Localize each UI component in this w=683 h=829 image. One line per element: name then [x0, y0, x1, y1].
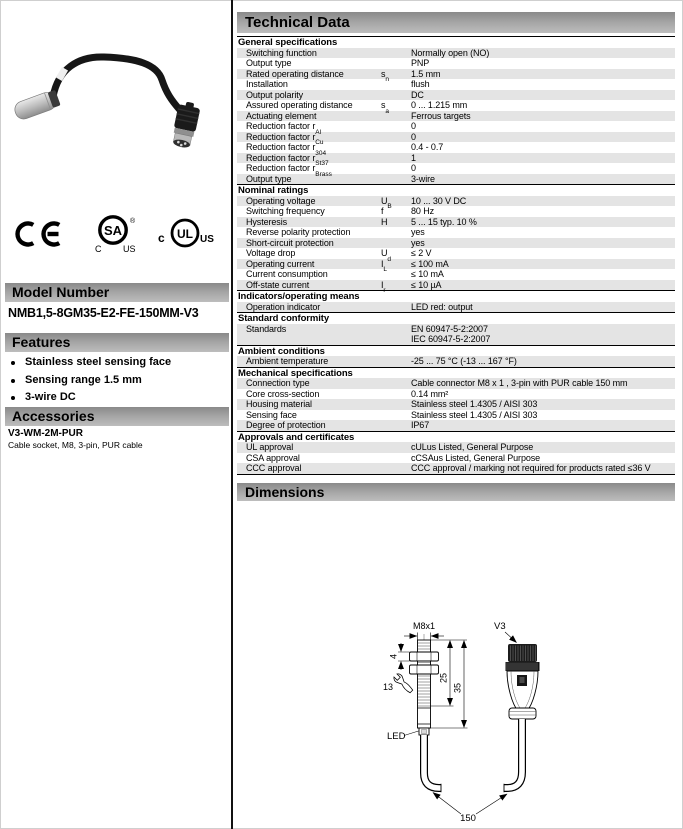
led-label: LED: [387, 731, 406, 742]
spec-row: [237, 121, 675, 136]
spec-symbol: [381, 58, 411, 69]
section-header: Ambient conditions: [237, 345, 675, 357]
sensor-drawing: [410, 634, 442, 792]
section-header: Approvals and certificates: [237, 431, 675, 443]
spec-value: 80 Hz: [411, 206, 435, 216]
spec-row: [237, 58, 675, 69]
feature-item: [8, 354, 226, 372]
spec-row: [237, 238, 675, 249]
spec-symbol: f: [381, 206, 384, 216]
spec-row: [237, 142, 675, 157]
spec-symbol: [381, 174, 411, 185]
spec-symbol: [381, 238, 411, 249]
spec-value: EN 60947-5-2:2007 IEC 60947-5-2:2007: [411, 323, 491, 344]
csa-logo: [87, 213, 139, 255]
spec-label: Reduction factor $r_{St37}$: [246, 152, 329, 168]
spec-symbol: [381, 442, 411, 453]
spec-value: ≤ 100 mA: [411, 258, 449, 269]
spec-row: [237, 420, 675, 431]
spec-value: Stainless steel 1.4305 / AISI 303: [411, 409, 538, 420]
spec-row: [237, 227, 675, 238]
certification-logos: [14, 213, 218, 255]
column-divider: [231, 0, 233, 829]
feature-item: [8, 372, 226, 390]
dim-label-35: 35: [452, 682, 463, 694]
cable: [53, 57, 180, 110]
spec-label: Operating current: [246, 258, 315, 269]
spec-value: DC: [411, 89, 424, 100]
spec-value: 3-wire: [411, 173, 435, 184]
spec-value: flush: [411, 79, 430, 89]
spec-value: ≤ 10 µA: [411, 279, 442, 290]
spec-symbol: [381, 121, 411, 132]
spec-label: CSA approval: [246, 452, 300, 463]
spec-symbol: [381, 410, 411, 421]
spec-symbol: $U_d$: [381, 248, 392, 263]
bullet-icon: [11, 361, 15, 365]
section-header: General specifications: [237, 36, 675, 48]
spec-label: Reduction factor $r_{304}$: [246, 142, 327, 157]
dim-label-13: 13: [383, 682, 394, 692]
csa-c-text: C: [95, 244, 102, 254]
spec-row: [237, 410, 675, 421]
spec-symbol: [381, 227, 411, 238]
features-header: Features: [5, 333, 229, 352]
spec-label: CCC approval: [246, 463, 302, 473]
spec-row: [237, 111, 675, 122]
spec-symbol: $s_n$: [381, 68, 390, 84]
spec-value: 0.14 mm²: [411, 388, 449, 399]
spec-symbol: [381, 378, 411, 389]
features-list: [8, 354, 226, 407]
spec-value: 0.4 - 0.7: [411, 142, 444, 152]
spec-row: [237, 324, 675, 345]
spec-symbol: [381, 399, 411, 410]
spec-value: Stainless steel 1.4305 / AISI 303: [411, 399, 538, 409]
dimensions-drawing: [340, 612, 610, 829]
spec-symbol: [381, 302, 411, 313]
bullet-icon: [11, 396, 15, 400]
spec-symbol: [381, 356, 411, 367]
spec-row: [237, 399, 675, 410]
spec-value: ≤ 2 V: [411, 248, 432, 258]
dimensions-header: Dimensions: [237, 483, 675, 501]
spec-row: [237, 302, 675, 313]
spec-row: [237, 217, 675, 228]
spec-value: IP67: [411, 420, 430, 430]
technical-table: [237, 36, 675, 475]
model-number-header: Model Number: [5, 283, 229, 302]
spec-label: Sensing face: [246, 409, 297, 420]
spec-row: [237, 442, 675, 453]
spec-row: [237, 48, 675, 59]
spec-symbol: [381, 90, 411, 101]
spec-row: [237, 463, 675, 474]
accessories-header: Accessories: [5, 407, 229, 426]
spec-label: Output type: [246, 173, 292, 184]
dim-label-4: 4: [388, 653, 399, 660]
spec-symbol: [381, 463, 411, 474]
product-photo: [0, 0, 228, 215]
spec-row: [237, 269, 675, 280]
wrench-icon: [392, 672, 414, 694]
spec-row: [237, 356, 675, 367]
spec-row: [237, 279, 675, 295]
spec-label: Connection type: [246, 378, 310, 388]
spec-row: [237, 389, 675, 400]
spec-label: UL approval: [246, 442, 294, 452]
spec-label: Switching function: [246, 47, 317, 58]
spec-symbol: H: [381, 216, 388, 227]
spec-label: Output polarity: [246, 89, 304, 100]
spec-value: 1.5 mm: [411, 68, 441, 79]
spec-label: Assured operating distance: [246, 100, 353, 110]
spec-row: [237, 174, 675, 185]
spec-label: Degree of protection: [246, 420, 326, 430]
spec-label: Actuating element: [246, 110, 317, 121]
ul-us-text: US: [200, 234, 214, 245]
spec-label: Current consumption: [246, 269, 328, 279]
spec-value: 10 ... 30 V DC: [411, 195, 467, 206]
connector-drawing: [504, 644, 540, 792]
spec-value: LED red: output: [411, 301, 473, 312]
spec-value: 0: [411, 121, 416, 131]
spec-symbol: $s_a$: [381, 100, 390, 115]
spec-label: Operation indicator: [246, 301, 321, 312]
feature-item: [8, 389, 226, 407]
spec-value: ≤ 10 mA: [411, 269, 444, 279]
spec-label: Reverse polarity protection: [246, 227, 351, 237]
spec-symbol: [381, 48, 411, 59]
spec-label: Rated operating distance: [246, 68, 344, 79]
spec-value: yes: [411, 237, 425, 248]
spec-label: Short-circuit protection: [246, 237, 334, 248]
dim-label-m8x1: M8x1: [412, 621, 436, 631]
spec-value: 1: [411, 152, 416, 163]
spec-value: cULus Listed, General Purpose: [411, 442, 534, 452]
spec-symbol: $U_B$: [381, 195, 392, 211]
spec-label: Hysteresis: [246, 216, 288, 227]
spec-row: [237, 152, 675, 168]
spec-symbol: $I_r$: [381, 279, 386, 295]
sensor-barrel: [12, 89, 60, 121]
spec-value: Cable connector M8 x 1 , 3-pin with PUR cable 150 mm: [411, 378, 628, 388]
spec-label: Output type: [246, 58, 292, 68]
spec-symbol: [381, 324, 411, 345]
spec-symbol: [381, 132, 411, 143]
spec-row: [237, 453, 675, 464]
section-header: Indicators/operating means: [237, 290, 675, 302]
section-header: Nominal ratings: [237, 184, 675, 196]
spec-label: Voltage drop: [246, 248, 296, 258]
spec-value: Ferrous targets: [411, 110, 471, 121]
spec-value: 5 ... 15 typ. 10 %: [411, 216, 477, 227]
accessory-description: Cable socket, M8, 3-pin, PUR cable: [8, 440, 143, 450]
spec-value: Normally open (NO): [411, 47, 490, 58]
spec-symbol: [381, 453, 411, 464]
spec-label: Reduction factor $r_{Brass}$: [246, 163, 332, 178]
spec-symbol: $I_L$: [381, 258, 388, 274]
spec-label: Switching frequency: [246, 206, 325, 216]
csa-r-text: ®: [130, 218, 136, 225]
spec-label: Reduction factor $r_{Cu}$: [246, 131, 324, 147]
ul-c-text: c: [158, 231, 165, 245]
spec-row: [237, 90, 675, 101]
section-header: Mechanical specifications: [237, 367, 675, 379]
ul-ul-text: UL: [177, 227, 193, 241]
spec-label: Ambient temperature: [246, 356, 329, 366]
spec-value: -25 ... 75 °C (-13 ... 167 °F): [411, 356, 517, 366]
bullet-icon: [11, 379, 15, 383]
spec-value: PNP: [411, 58, 430, 68]
spec-label: Installation: [246, 79, 288, 89]
spec-row: [237, 79, 675, 90]
spec-symbol: [381, 153, 411, 164]
feature-text: 3-wire DC: [25, 391, 76, 403]
spec-row: [237, 248, 675, 263]
spec-label: Core cross-section: [246, 388, 320, 399]
spec-value: CCC approval / marking not required for products rated ≤36 V: [411, 463, 651, 473]
feature-text: Stainless steel sensing face: [25, 356, 172, 368]
spec-value: cCSAus Listed, General Purpose: [411, 452, 541, 463]
dim-label-25: 25: [438, 672, 449, 684]
spec-symbol: [381, 420, 411, 431]
technical-data-header: Technical Data: [237, 12, 675, 33]
section-header: Standard conformity: [237, 312, 675, 324]
connector-label: V3: [494, 621, 506, 632]
spec-row: [237, 100, 675, 115]
spec-value: 0: [411, 163, 416, 173]
spec-label: Off-state current: [246, 279, 310, 290]
spec-row: [237, 206, 675, 217]
spec-row: [237, 163, 675, 178]
spec-label: Reduction factor $r_{Al}$: [246, 121, 322, 136]
spec-row: [237, 378, 675, 389]
spec-value: yes: [411, 227, 425, 237]
spec-symbol: [381, 142, 411, 153]
spec-symbol: [381, 163, 411, 174]
spec-symbol: [381, 389, 411, 400]
spec-label: Standards: [246, 323, 287, 334]
spec-value: 0 ... 1.215 mm: [411, 100, 468, 110]
spec-label: Operating voltage: [246, 195, 316, 206]
dim-label-150: 150: [460, 813, 476, 824]
ul-logo: [156, 217, 218, 251]
csa-us-text: US: [123, 244, 136, 254]
feature-text: Sensing range 1.5 mm: [25, 373, 142, 386]
csa-sa-text: SA: [103, 223, 123, 238]
spec-value: 0: [411, 131, 416, 142]
model-number-value: NMB1,5-8GM35-E2-FE-150MM-V3: [8, 306, 199, 320]
accessory-part-number: V3-WM-2M-PUR: [8, 428, 83, 439]
spec-label: Housing material: [246, 399, 312, 409]
dimension-lines: [383, 621, 517, 824]
ce-logo: [14, 219, 70, 249]
